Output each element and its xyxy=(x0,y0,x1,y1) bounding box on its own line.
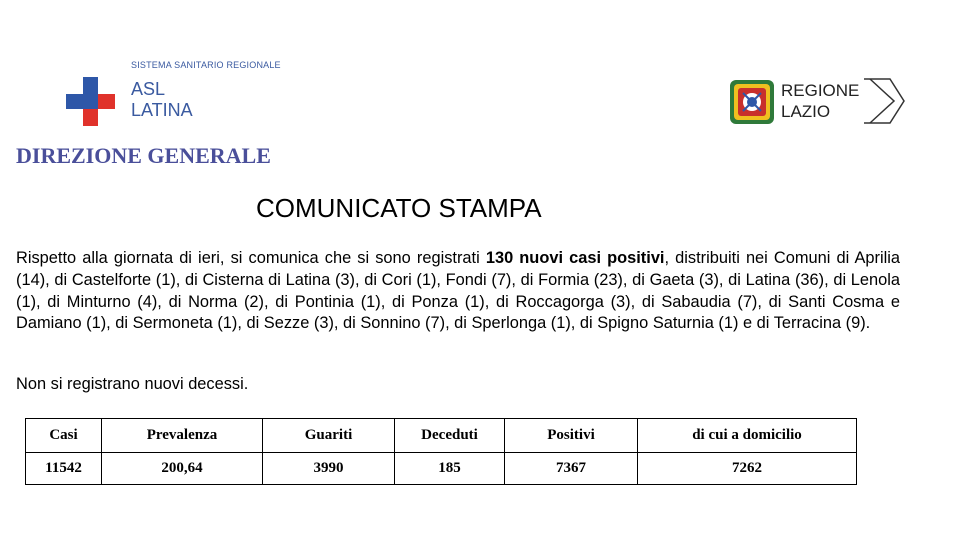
cell-positivi: 7367 xyxy=(505,453,638,485)
table-header-row xyxy=(26,419,857,453)
asl-cross-logo xyxy=(66,77,115,126)
asl-name xyxy=(131,79,193,121)
para-rest: , distribuiti nei Comuni di Aprilia (14), di Castelforte (1), di Cisterna di Latina (3), di Cori (1), Fondi (7), di Formia (23), di Gaeta (3), di Latina (36), di Lenola (1), di Minturno (4), di Norma (2), di Pontinia (1), di Ponza (1), di Roccagorga (3), di Sabaudia (7), di Santi Cosma e Damiano (1), di Sermoneta (1), di Sezze (3), di Sonnino (7), di Sperlonga (1), di Spigno Saturnia (1) e di Terracina (9). xyxy=(16,249,901,333)
cell-guariti: 3990 xyxy=(263,453,395,485)
cell-domicilio: 7262 xyxy=(638,453,857,485)
th-deceduti: Deceduti xyxy=(395,419,505,453)
regione-line1: REGIONE xyxy=(781,81,860,100)
th-casi: Casi xyxy=(26,419,102,453)
asl-name-line2: LATINA xyxy=(131,100,193,120)
body-paragraph xyxy=(16,248,900,335)
table-row xyxy=(26,453,857,485)
asl-system-label: SISTEMA SANITARIO REGIONALE xyxy=(131,60,281,70)
direzione-heading: DIREZIONE GENERALE xyxy=(16,143,271,168)
cell-deceduti: 185 xyxy=(395,453,505,485)
th-guariti: Guariti xyxy=(263,419,395,453)
regione-line2: LAZIO xyxy=(781,102,831,121)
para-intro: Rispetto alla giornata di ieri, si comunica che si sono registrati xyxy=(16,249,486,267)
regione-lazio-chevron-icon xyxy=(864,78,906,124)
para-highlight: 130 nuovi casi positivi xyxy=(485,249,665,267)
stats-table xyxy=(25,418,857,485)
th-positivi: Positivi xyxy=(505,419,638,453)
asl-name-line1: ASL xyxy=(131,79,166,99)
cell-casi: 11542 xyxy=(26,453,102,485)
regione-lazio-emblem-icon xyxy=(729,79,775,125)
th-prevalenza: Prevalenza xyxy=(102,419,263,453)
regione-lazio-wordmark xyxy=(781,80,859,122)
page-title: COMUNICATO STAMPA xyxy=(256,193,542,223)
decessi-note: Non si registrano nuovi decessi. xyxy=(16,375,249,393)
cell-prevalenza: 200,64 xyxy=(102,453,263,485)
th-domicilio: di cui a domicilio xyxy=(638,419,857,453)
